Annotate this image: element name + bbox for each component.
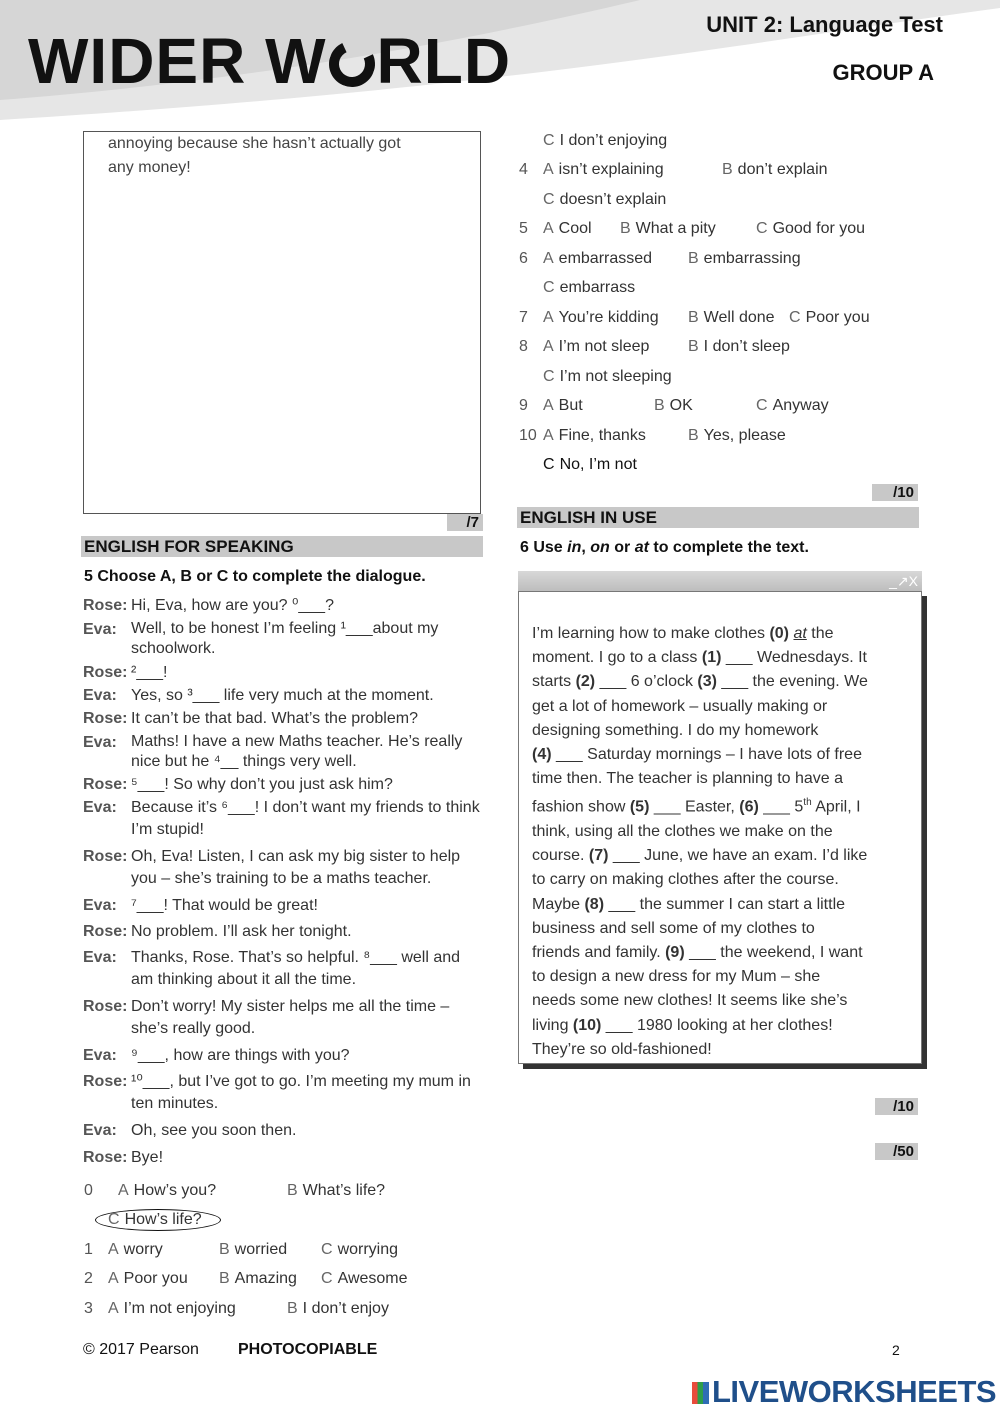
section-heading-speaking: ENGLISH FOR SPEAKING [81, 536, 483, 557]
option-4-c[interactable]: C doesn’t explain [543, 191, 667, 208]
option-0-b[interactable]: B What’s life? [287, 1182, 386, 1199]
dialogue-line: Eva: Because it’s ⁶___! I don’t want my friends to think I’m stupid! [83, 799, 480, 838]
liveworksheets-icon [692, 1382, 709, 1404]
option-2-c[interactable]: C Awesome [321, 1270, 408, 1287]
option-7-a[interactable]: A You’re kidding [543, 309, 659, 326]
option-8-c[interactable]: C I’m not sleeping [543, 368, 672, 385]
dialogue-line: Rose: ⁵___! So why don’t you just ask him? [83, 776, 393, 793]
text-line: get a lot of homework – usually making or [532, 697, 828, 715]
text-line: needs some new clothes! It seems like she’s [532, 992, 848, 1010]
option-5-b[interactable]: B What a pity [620, 220, 716, 237]
option-10-a[interactable]: A Fine, thanks [543, 427, 646, 444]
copyright: © 2017 Pearson [83, 1341, 199, 1358]
option-1-a[interactable]: A worry [108, 1241, 163, 1258]
option-10-c[interactable]: C No, I’m not [543, 456, 637, 473]
dialogue-line: Rose: ¹⁰___, but I’ve got to go. I’m meeting my mum in ten minutes. [83, 1073, 471, 1112]
text-line: fashion show (5) ___ Easter, (6) ___ 5th April, I [532, 797, 861, 816]
text-line: I’m learning how to make clothes (0) at the [532, 625, 834, 642]
brand-logo: WIDER W RLD [28, 25, 512, 97]
exercise-6-instruction: 6 Use in, on or at to complete the text. [520, 539, 809, 556]
option-7-c[interactable]: C Poor you [789, 309, 870, 326]
option-0-c[interactable]: C How’s life? [108, 1211, 202, 1228]
dialogue-line: Rose: Oh, Eva! Listen, I can ask my big sister to help you – she’s training to be a maths teacher. [83, 848, 461, 887]
option-row-10: 10 A Fine, thanks B Yes, please [519, 425, 919, 447]
brand-o-icon [322, 35, 381, 94]
option-row-3-c [519, 130, 919, 152]
dialogue-line: Rose: Don’t worry! My sister helps me all the time – she’s really good. [83, 998, 450, 1037]
text-line: time then. The teacher is planning to have a [532, 770, 844, 788]
text-line: friends and family. (9) ___ the weekend, I want [532, 943, 863, 961]
option-1-b[interactable]: B worried [219, 1241, 288, 1258]
page-number: 2 [892, 1342, 900, 1358]
option-6-b[interactable]: B embarrassing [688, 250, 801, 267]
option-row-0: 0 A How’s you? B What’s life? [84, 1180, 484, 1202]
group-label: GROUP A [832, 60, 934, 85]
option-row-8-c [519, 366, 919, 388]
option-10-b[interactable]: B Yes, please [688, 427, 786, 444]
dialogue-line: Eva: Well, to be honest I’m feeling ¹___about my schoolwork. [83, 620, 439, 657]
text-line: living (10) ___ 1980 looking at her clothes! [532, 1016, 833, 1034]
option-9-b[interactable]: B OK [654, 397, 693, 414]
option-4-b[interactable]: B don’t explain [722, 161, 828, 178]
option-1-c[interactable]: C worrying [321, 1241, 399, 1258]
exercise-5-instruction: 5 Choose A, B or C to complete the dialogue. [84, 568, 426, 585]
option-row-9: 9 A But B OK C Anyway [519, 395, 919, 417]
option-8-a[interactable]: A I’m not sleep [543, 338, 650, 355]
window-controls-icon[interactable]: _↗X [889, 573, 918, 589]
text-line: think, using all the clothes we make on the [532, 822, 833, 840]
header-band [0, 0, 1000, 120]
score-badge: /7 [447, 514, 483, 531]
option-6-a[interactable]: A embarrassed [543, 250, 653, 267]
option-3-c[interactable]: C I don’t enjoying [543, 132, 668, 149]
option-row-1: 1 A worry B worried C worrying [84, 1239, 484, 1261]
option-5-c[interactable]: C Good for you [756, 220, 866, 237]
option-row-2: 2 A Poor you B Amazing C Awesome [84, 1268, 484, 1290]
option-row-10-c [519, 454, 919, 476]
panel-titlebar[interactable] [518, 571, 922, 591]
dialogue-line: Rose: ²___! [83, 664, 168, 681]
dialogue-line: Eva: Yes, so ³___ life very much at the moment. [83, 687, 434, 704]
option-row-6-c [519, 277, 919, 299]
option-2-b[interactable]: B Amazing [219, 1270, 297, 1287]
total-score-badge: /50 [875, 1143, 918, 1160]
option-3-a[interactable]: A I’m not enjoying [108, 1300, 236, 1317]
option-row-4-c [519, 189, 919, 211]
option-row-0-c [84, 1209, 484, 1231]
option-row-5: 5 A Cool B What a pity C Good for you [519, 218, 919, 240]
dialogue-line: Eva: ⁹___, how are things with you? [83, 1047, 350, 1064]
option-8-b[interactable]: B I don’t sleep [688, 338, 790, 355]
option-6-c[interactable]: C embarrass [543, 279, 636, 296]
text-line: to carry on making clothes after the course. [532, 871, 839, 889]
text-line: starts (2) ___ 6 o’clock (3) ___ the evening. We [532, 673, 868, 691]
option-2-a[interactable]: A Poor you [108, 1270, 188, 1287]
dialogue-line: Rose: Hi, Eva, how are you? ⁰___? [83, 597, 334, 614]
text-line: to design a new dress for my Mum – she [532, 968, 821, 986]
score-badge: /10 [872, 484, 918, 501]
option-row-8: 8 A I’m not sleep B I don’t sleep [519, 336, 919, 358]
section-heading-english-in-use: ENGLISH IN USE [517, 507, 919, 528]
dialogue-line: Eva: ⁷___! That would be great! [83, 897, 318, 914]
option-9-a[interactable]: A But [543, 397, 583, 414]
text-line: course. (7) ___ June, we have an exam. I’d like [532, 847, 868, 865]
text-line: They’re so old-fashioned! [532, 1040, 712, 1058]
dialogue-line: Rose: It can’t be that bad. What’s the problem? [83, 710, 418, 727]
liveworksheets-logo: LIVEWORKSHEETS [692, 1374, 996, 1410]
dialogue-line: Rose: No problem. I’ll ask her tonight. [83, 923, 352, 940]
option-7-b[interactable]: B Well done [688, 309, 775, 326]
dialogue-line: Eva: Maths! I have a new Maths teacher. He’s really nice but he ⁴__ things very well. [83, 733, 463, 770]
option-row-4: 4 A isn’t explaining B don’t explain [519, 159, 919, 181]
text-line: moment. I go to a class (1) ___ Wednesdays. It [532, 649, 867, 667]
text-line: business and sell some of my clothes to [532, 919, 815, 937]
writing-answer-box[interactable] [83, 131, 481, 514]
answer-text-line: any money! [108, 159, 191, 176]
dialogue-line: Eva: Oh, see you soon then. [83, 1122, 297, 1139]
option-5-a[interactable]: A Cool [543, 220, 592, 237]
photocopiable-label: PHOTOCOPIABLE [238, 1341, 378, 1358]
answer-text-line: annoying because she hasn’t actually got [108, 135, 401, 152]
option-row-6: 6 A embarrassed B embarrassing [519, 248, 919, 270]
reading-text [518, 591, 922, 1064]
option-3-b[interactable]: B I don’t enjoy [287, 1300, 389, 1317]
option-9-c[interactable]: C Anyway [756, 397, 829, 414]
text-line: Maybe (8) ___ the summer I can start a little [532, 895, 846, 913]
score-badge: /10 [875, 1098, 918, 1115]
dialogue-line: Eva: Thanks, Rose. That’s so helpful. ⁸___ well and am thinking about it all the time. [83, 949, 461, 988]
text-line: (4) ___ Saturday mornings – I have lots of free [532, 746, 862, 764]
option-4-a[interactable]: A isn’t explaining [543, 161, 664, 178]
option-row-7: 7 A You’re kidding B Well done C Poor you [519, 307, 919, 329]
text-panel [518, 571, 922, 1064]
option-0-a[interactable]: A How’s you? [118, 1182, 217, 1199]
unit-title: UNIT 2: Language Test [706, 12, 943, 37]
dialogue-line: Rose: Bye! [83, 1149, 164, 1166]
text-line: designing something. I do my homework [532, 721, 819, 739]
option-row-3: 3 A I’m not enjoying B I don’t enjoy [84, 1298, 484, 1320]
